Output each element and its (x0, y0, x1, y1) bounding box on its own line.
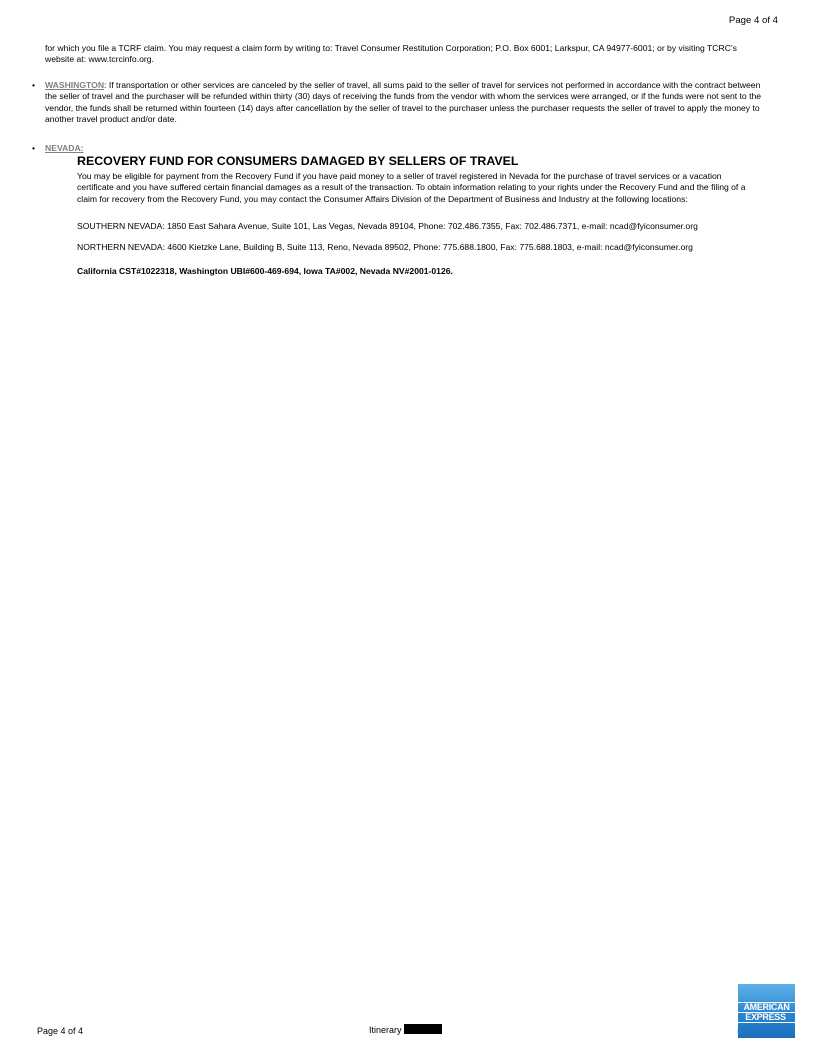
nevada-section (32, 143, 762, 154)
page-number-top: Page 4 of 4 (728, 15, 778, 26)
nevada-link[interactable]: NEVADA: (45, 143, 84, 153)
southern-nevada-contact: SOUTHERN NEVADA: 1850 East Sahara Avenue, Suite 101, Las Vegas, Nevada 89104, Phone: 702.486.7355, Fax: 702.486.7371, e-mail: ncad@fyiconsumer.org (77, 221, 698, 231)
license-numbers: California CST#1022318, Washington UBI#600-469-694, Iowa TA#002, Nevada NV#2001-0126. (77, 266, 453, 276)
itinerary-label: Itinerary (369, 1025, 402, 1035)
washington-text: : If transportation or other services are canceled by the seller of travel, all sums paid to the seller of travel for services not performed in accordance with the contract between the seller of travel and the purchaser will be refunded within thirty (30) days of receiving the funds from the vendor with whom the services were arranged, or if the funds were not sent to the vendor, the funds shall be returned within fourteen (14) days after cancellation by the seller of travel to the purchaser unless the purchaser requests the seller of travel to apply the money to another travel product and/or date. (45, 80, 762, 125)
american-express-logo (738, 984, 795, 1038)
recovery-fund-heading: RECOVERY FUND FOR CONSUMERS DAMAGED BY SELLERS OF TRAVEL (77, 154, 519, 168)
itinerary-redaction (404, 1024, 442, 1034)
registered-mark: ® (737, 1029, 742, 1036)
recovery-fund-body: You may be eligible for payment from the Recovery Fund if you have paid money to a seller of travel registered in Nevada for the purchase of travel services or a vacation certificate and you have suffered certain financial damages as a result of the transaction. To obtain information relating to your rights under the Recovery Fund and the filing of a claim for recovery from the Recovery Fund, you may contact the Consumer Affairs Division of the Department of Business and Industry at the following locations: (77, 171, 746, 204)
bullet-icon: • (32, 143, 36, 153)
page-number-bottom: Page 4 of 4 (37, 1026, 84, 1036)
washington-section (32, 80, 762, 126)
continuation-paragraph: for which you file a TCRF claim. You may request a claim form by writing to: Travel Consumer Restitution Corporation; P.O. Box 6001; Larkspur, CA 94977-6001; or by visiting TCRC’s website at: www.tcrcinfo.org. (45, 43, 737, 65)
washington-link[interactable]: WASHINGTON (45, 80, 105, 90)
northern-nevada-contact: NORTHERN NEVADA: 4600 Kietzke Lane, Building B, Suite 113, Reno, Nevada 89502, Phone: 775.688.1800, Fax: 775.688.1803, e-mail: ncad@fyiconsumer.org (77, 242, 693, 252)
logo-line-american: AMERICAN (738, 1002, 795, 1013)
bullet-icon: • (32, 80, 36, 90)
logo-line-express: EXPRESS (738, 1013, 795, 1023)
itinerary-footer (369, 1024, 442, 1036)
